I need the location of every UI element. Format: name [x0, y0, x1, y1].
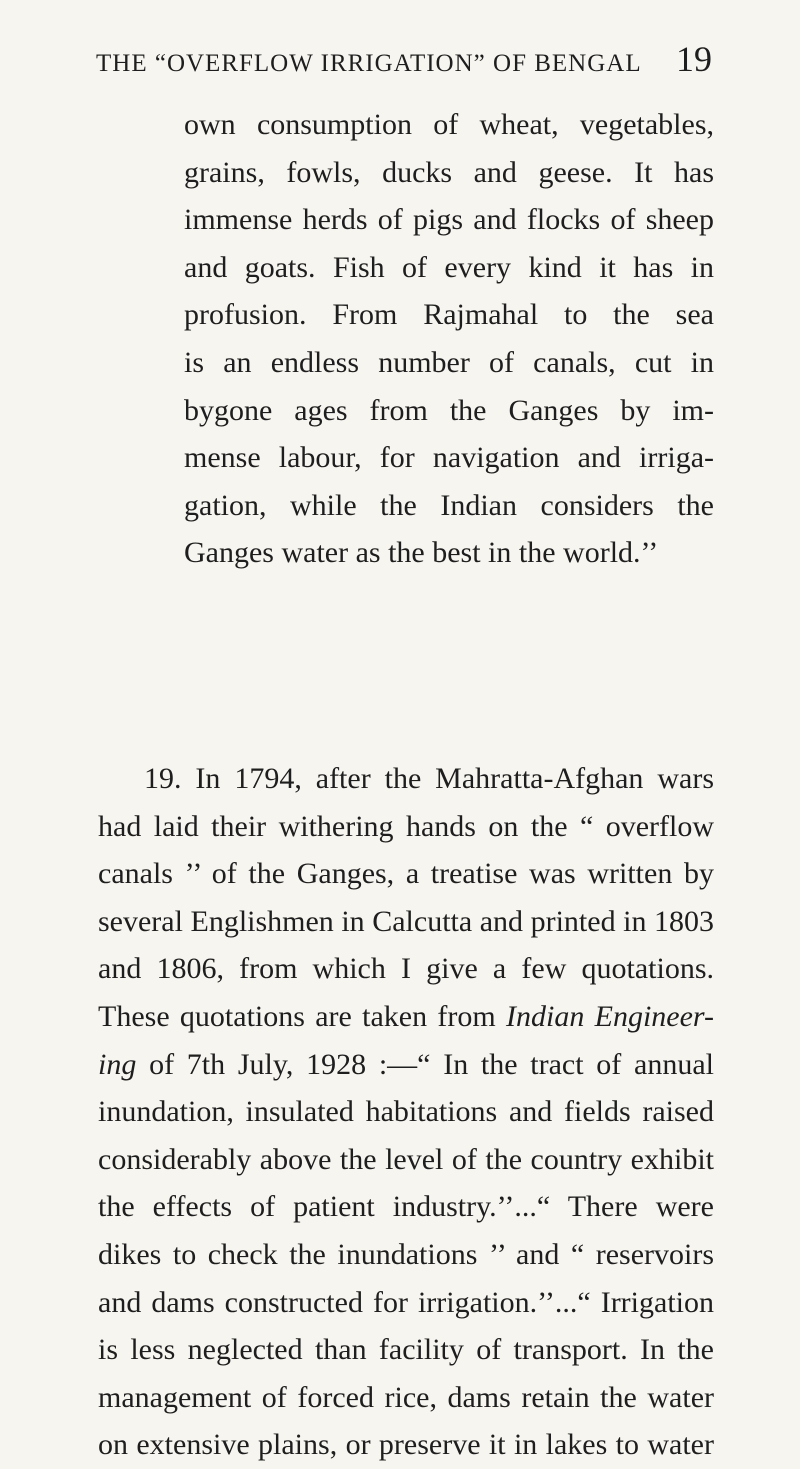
text-line: the effects of patient industry.’’...“ There were	[98, 1190, 714, 1224]
text-line: bygone ages from the Ganges by im-	[184, 393, 714, 427]
text-line: 19. In 1794, after the Mahratta-Afghan wars	[144, 762, 714, 795]
page-number: 19	[676, 39, 712, 79]
text-line: These quotations are taken from Indian Engineer-	[98, 999, 714, 1033]
text-line: management of forced rice, dams retain the water	[98, 1380, 714, 1414]
text-line: on extensive plains, or preserve it in lakes to water	[98, 1428, 714, 1462]
running-title: THE “OVERFLOW IRRIGATION” OF BENGAL	[96, 50, 642, 77]
running-header	[96, 38, 712, 88]
publication-title: ing	[98, 1047, 137, 1081]
text-line: considerably above the level of the country exhibit	[98, 1142, 714, 1176]
text-line: dikes to check the inundations ’’ and “ reservoirs	[98, 1237, 714, 1271]
text-line: profusion. From Rajmahal to the sea	[184, 298, 714, 332]
text-line: inundation, insulated habitations and fields raised	[98, 1095, 714, 1129]
text-line: and 1806, from which I give a few quotations.	[98, 952, 714, 986]
text-line: and dams constructed for irrigation.’’...“ Irrigation	[98, 1285, 714, 1319]
text-line: grains, fowls, ducks and geese. It has	[184, 155, 714, 189]
text-line: is an endless number of canals, cut in	[184, 345, 714, 379]
text-line: own consumption of wheat, vegetables,	[184, 108, 714, 141]
text-line: ing of 7th July, 1928 :—“ In the tract of annual	[98, 1047, 714, 1081]
text-line: canals ’’ of the Ganges, a treatise was written by	[98, 857, 714, 891]
text-line: gation, while the Indian considers the	[184, 488, 714, 522]
paragraph-19	[98, 755, 714, 1469]
text-line: several Englishmen in Calcutta and printed in 1803	[98, 904, 714, 938]
paragraph-continued	[98, 101, 714, 577]
text-line: and goats. Fish of every kind it has in	[184, 250, 714, 284]
text-line: Ganges water as the best in the world.’’	[184, 536, 659, 570]
text-line: mense labour, for navigation and irriga-	[184, 441, 714, 475]
text-line: had laid their withering hands on the “ overflow	[98, 809, 714, 843]
publication-title: Indian Engineer-	[506, 999, 714, 1033]
text-line: is less neglected than facility of transport. In the	[98, 1333, 714, 1367]
text-line: immense herds of pigs and flocks of sheep	[184, 203, 714, 237]
